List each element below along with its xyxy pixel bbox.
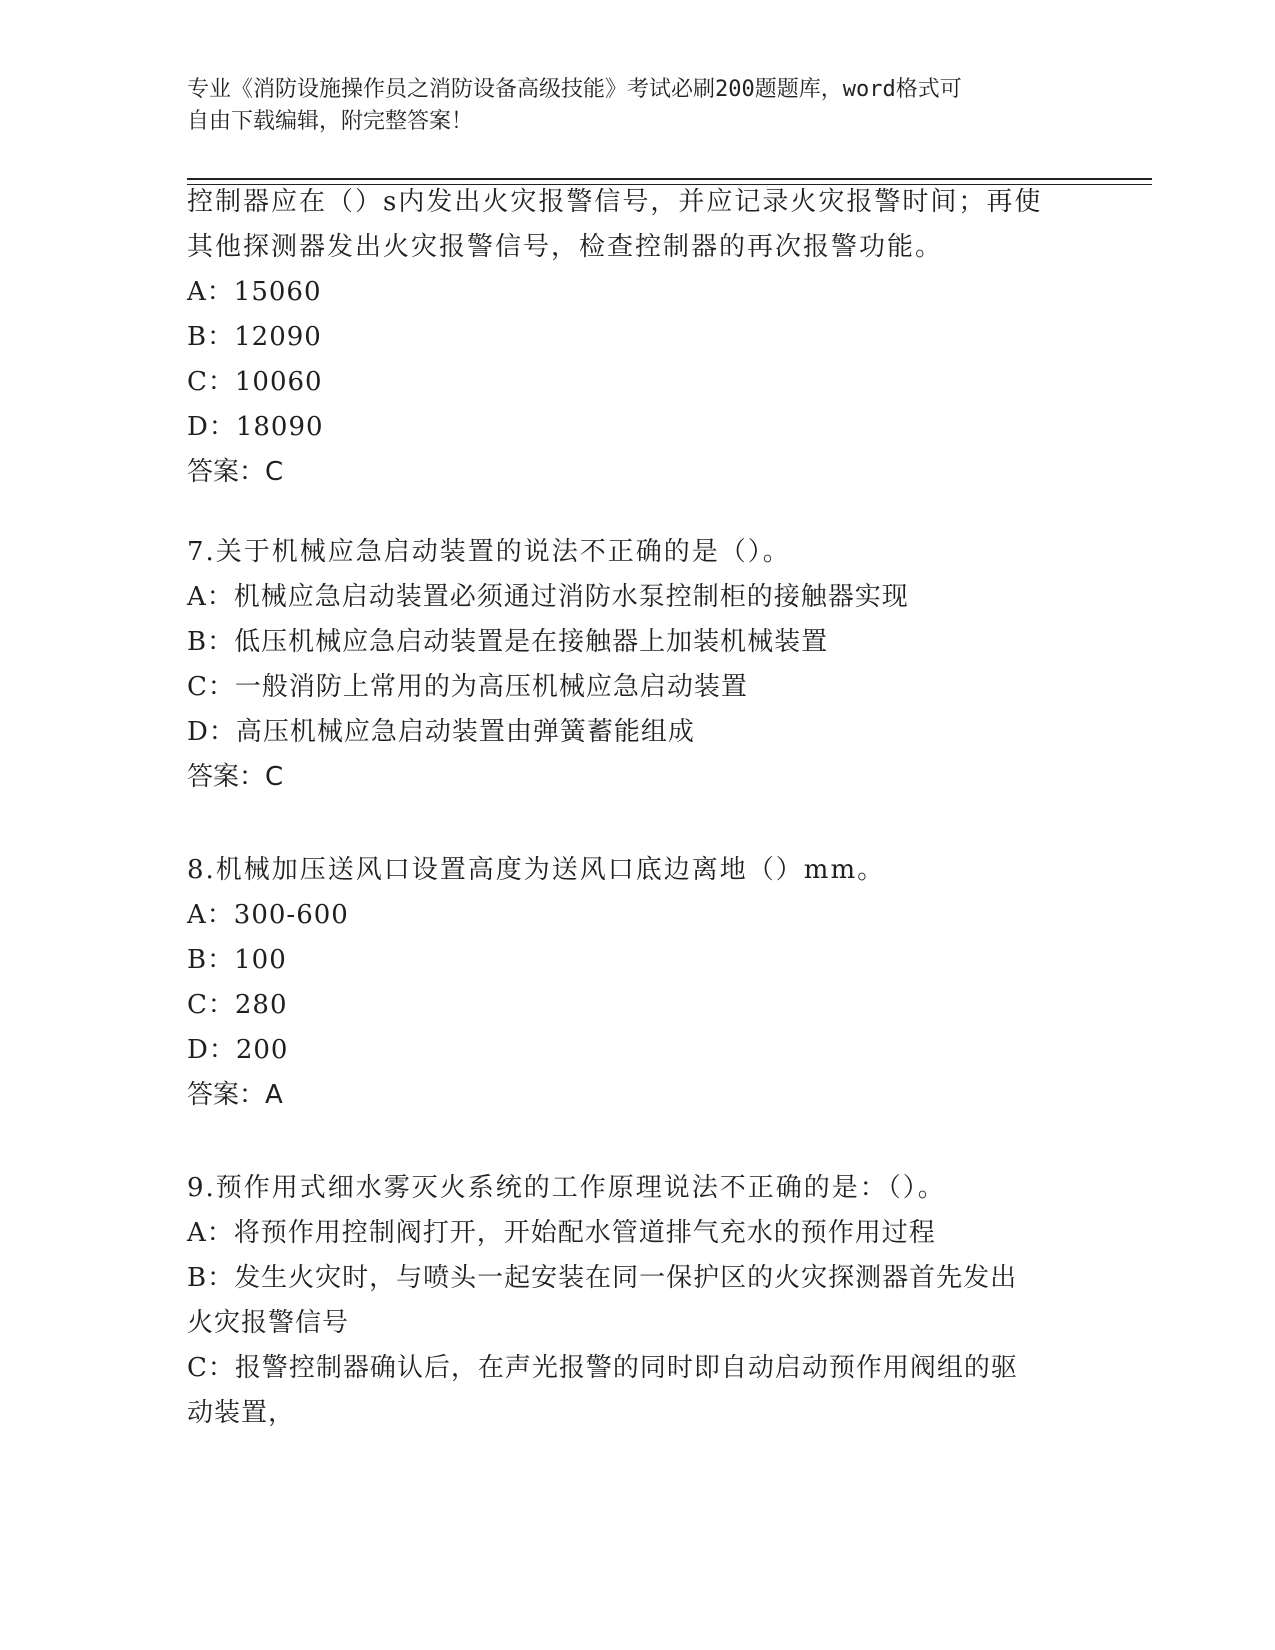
option-d: D：高压机械应急启动装置由弹簧蓄能组成 [187, 717, 695, 747]
option-c-continued: 动装置， [187, 1398, 296, 1428]
question-stem-line: 其他探测器发出火灾报警信号，检查控制器的再次报警功能。 [187, 232, 944, 262]
question-stem-line: 9.预作用式细水雾灭火系统的工作原理说法不正确的是：（）。 [187, 1173, 946, 1203]
document-header [187, 74, 1067, 138]
answer: 答案：A [187, 1080, 283, 1110]
option-c: C：10060 [187, 367, 323, 397]
header-line-1: 专业《消防设施操作员之消防设备高级技能》考试必刷200题题库，word格式可 [187, 77, 962, 102]
option-b-continued: 火灾报警信号 [187, 1308, 350, 1338]
option-b: B：12090 [187, 322, 322, 352]
question-6 [187, 180, 1087, 495]
answer: 答案：C [187, 762, 284, 792]
option-b: B：发生火灾时，与喷头一起安装在同一保护区的火灾探测器首先发出 [187, 1263, 1018, 1293]
option-d: D：200 [187, 1035, 289, 1065]
question-8 [187, 848, 1087, 1118]
option-a: A：15060 [187, 277, 322, 307]
header-line-2: 自由下载编辑，附完整答案！ [187, 109, 474, 134]
option-c: C：一般消防上常用的为高压机械应急启动装置 [187, 672, 748, 702]
option-c: C：280 [187, 990, 288, 1020]
option-b: B：低压机械应急启动装置是在接触器上加装机械装置 [187, 627, 829, 657]
option-c: C：报警控制器确认后，在声光报警的同时即自动启动预作用阀组的驱 [187, 1353, 1018, 1383]
option-a: A：机械应急启动装置必须通过消防水泵控制柜的接触器实现 [187, 582, 909, 612]
question-stem-line: 7.关于机械应急启动装置的说法不正确的是（）。 [187, 537, 791, 567]
option-b: B：100 [187, 945, 287, 975]
question-9 [187, 1166, 1087, 1436]
option-d: D：18090 [187, 412, 324, 442]
question-stem-line: 控制器应在（）s内发出火灾报警信号，并应记录火灾报警时间；再使 [187, 187, 1043, 217]
option-a: A：300-600 [187, 900, 349, 930]
option-a: A：将预作用控制阀打开，开始配水管道排气充水的预作用过程 [187, 1218, 936, 1248]
question-stem-line: 8.机械加压送风口设置高度为送风口底边离地（）mm。 [187, 855, 886, 885]
question-7 [187, 530, 1087, 800]
answer: 答案：C [187, 457, 284, 487]
